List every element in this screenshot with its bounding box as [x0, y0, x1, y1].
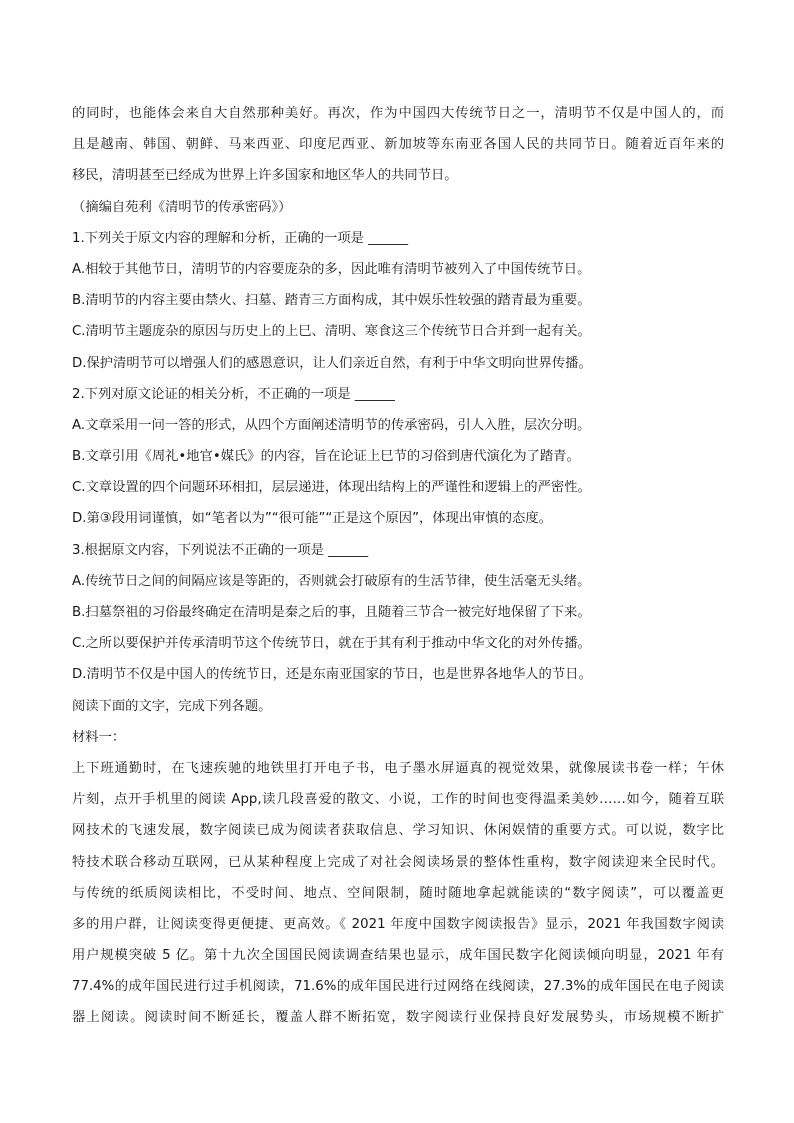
- material-line: 片刻，点开手机里的阅读 App,读几段喜爱的散文、小说，工作的时间也变得温柔美妙……如今，随着互联: [72, 792, 724, 808]
- question-3: [72, 535, 724, 691]
- option-a: A.相较于其他节日，清明节的内容要庞杂的多，因此唯有清明节被列入了中国传统节日。: [72, 261, 591, 277]
- option-a: A.传统节日之间的间隔应该是等距的，否则就会打破原有的生活节律，使生活毫无头绪。: [72, 573, 591, 589]
- option-b: B.清明节的内容主要由禁火、扫墓、踏青三方面构成，其中娱乐性较强的踏青最为重要。: [72, 293, 591, 309]
- question-2: [72, 379, 724, 535]
- material-passage: [72, 753, 724, 1034]
- option-d: D.保护清明节可以增强人们的感恩意识，让人们亲近自然，有利于中华文明向世界传播。: [72, 355, 592, 371]
- question-stem: 2.下列对原文论证的相关分析，不正确的一项是 ______: [72, 386, 395, 402]
- material-line: 与传统的纸质阅读相比，不受时间、地点、空间限制，随时随地拿起就能读的“数字阅读”，可以覆盖更: [72, 885, 724, 901]
- material-line: 多的用户群，让阅读变得更便捷、更高效。《 2021 年度中国数字阅读报告》显示，2021 年我国数字阅读: [72, 916, 724, 932]
- passage-line: 且是越南、韩国、朝鲜、马来西亚、印度尼西亚、新加坡等东南亚各国人民的共同节日。随着近百年来的: [72, 137, 724, 153]
- option-c: C.文章设置的四个问题环环相扣，层层递进，体现出结构上的严谨性和逻辑上的严密性。: [72, 480, 591, 496]
- question-stem: 1.下列关于原文内容的理解和分析，正确的一项是 ______: [72, 230, 409, 246]
- option-d: D.清明节不仅是中国人的传统节日，还是东南亚国家的节日，也是世界各地华人的节日。: [72, 667, 592, 683]
- material-line: 器上阅读。阅读时间不断延长，覆盖人群不断拓宽，数字阅读行业保持良好发展势头，市场规模不断扩: [72, 1010, 724, 1026]
- option-b: B.扫墓祭祖的习俗最终确定在清明是秦之后的事，且随着三节合一被完好地保留了下来。: [72, 605, 591, 620]
- option-c: C.之所以要保护并传承清明节这个传统节日，就在于其有利于推动中华文化的对外传播。: [72, 636, 591, 652]
- material-line: 用户规模突破 5 亿。第十九次全国国民阅读调查结果也显示，成年国民数字化阅读倾向明显，2021 年有: [72, 948, 724, 964]
- passage-line: 移民，清明甚至已经成为世界上许多国家和地区华人的共同节日。: [72, 168, 458, 184]
- option-c: C.清明节主题庞杂的原因与历史上的上巳、清明、寒食这三个传统节日合并到一起有关。: [72, 324, 591, 340]
- passage-line: 的同时，也能体会来自大自然那种美好。再次，作为中国四大传统节日之一，清明节不仅是中国人的，而: [72, 106, 724, 121]
- source-citation: （摘编自苑利《清明节的传承密码》）: [72, 199, 292, 215]
- reading-instruction: 阅读下面的文字，完成下列各题。: [72, 698, 272, 714]
- option-a: A.文章采用一问一答的形式，从四个方面阐述清明节的传承密码，引人入胜，层次分明。: [72, 417, 591, 433]
- option-b: B.文章引用《周礼•地官•媒氏》的内容，旨在论证上巳节的习俗到唐代演化为了踏青。: [72, 449, 580, 465]
- material-line: 上下班通勤时，在飞速疾驰的地铁里打开电子书，电子墨水屏逼真的视觉效果，就像展读书卷一样；午休: [72, 760, 724, 776]
- material-line: 77.4%的成年国民进行过手机阅读，71.6%的成年国民进行过网络在线阅读，27.3%的成年国民在电子阅读: [72, 979, 724, 995]
- material-label: 材料一：: [72, 729, 126, 745]
- material-line: 网技术的飞速发展，数字阅读已成为阅读者获取信息、学习知识、休闲娱情的重要方式。可以说，数字比: [72, 823, 724, 839]
- option-d: D.第③段用词谨慎，如“笔者以为”“很可能”“正是这个原因”，体现出审慎的态度。: [72, 511, 552, 527]
- question-1: [72, 223, 724, 379]
- document-page: [72, 98, 724, 1034]
- question-stem: 3.根据原文内容，下列说法不正确的一项是 ______: [72, 542, 369, 558]
- material-line: 特技术联合移动互联网，已从某种程度上完成了对社会阅读场景的整体性重构，数字阅读迎来全民时代。: [72, 854, 724, 870]
